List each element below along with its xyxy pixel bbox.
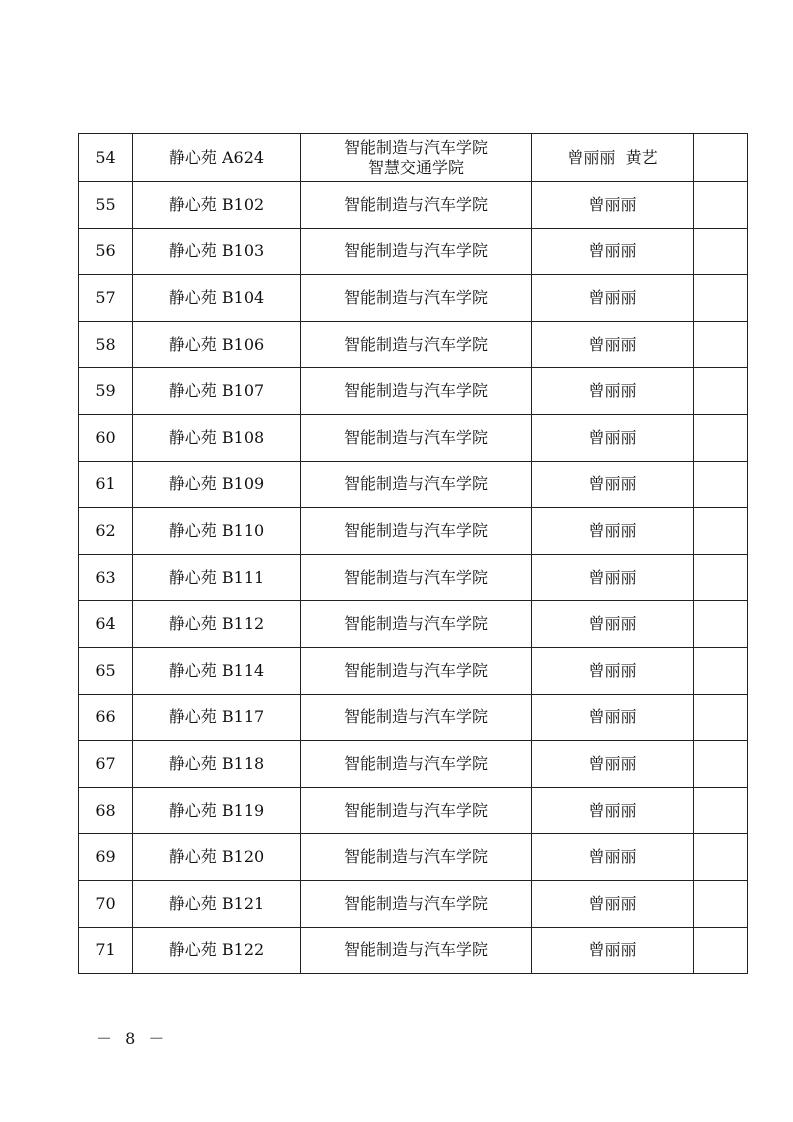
college-cell	[301, 134, 532, 182]
note-cell	[694, 834, 748, 881]
college-cell	[301, 787, 532, 834]
teacher-cell: 曾丽丽	[532, 787, 694, 834]
teacher-cell: 曾丽丽	[532, 182, 694, 229]
note-cell	[694, 182, 748, 229]
college-name: 智能制造与汽车学院	[343, 660, 488, 680]
row-number-cell: 56	[79, 228, 133, 275]
table-row	[79, 741, 748, 788]
teacher-cell: 曾丽丽	[532, 508, 694, 555]
row-number-cell: 66	[79, 694, 133, 741]
row-number-cell: 71	[79, 927, 133, 974]
room-cell: 静心苑 B114	[133, 647, 301, 694]
note-cell	[694, 461, 748, 508]
college-cell	[301, 927, 532, 974]
college-name: 智能制造与汽车学院	[343, 474, 488, 494]
teacher-cell: 曾丽丽	[532, 834, 694, 881]
note-cell	[694, 275, 748, 322]
college-name: 智能制造与汽车学院	[343, 800, 488, 820]
room-cell: 静心苑 B121	[133, 880, 301, 927]
college-cell	[301, 321, 532, 368]
note-cell	[694, 134, 748, 182]
college-name: 智能制造与汽车学院	[343, 940, 488, 960]
room-cell: 静心苑 B104	[133, 275, 301, 322]
row-number-cell: 58	[79, 321, 133, 368]
row-number-cell: 59	[79, 368, 133, 415]
college-cell	[301, 228, 532, 275]
room-cell: 静心苑 B122	[133, 927, 301, 974]
college-name: 智能制造与汽车学院	[343, 707, 488, 727]
table-row	[79, 834, 748, 881]
teacher-cell: 曾丽丽	[532, 368, 694, 415]
row-number-cell: 62	[79, 508, 133, 555]
college-cell	[301, 554, 532, 601]
room-cell: 静心苑 B110	[133, 508, 301, 555]
college-name: 智能制造与汽车学院	[343, 381, 488, 401]
college-cell	[301, 834, 532, 881]
college-name: 智能制造与汽车学院	[343, 427, 488, 447]
table-row	[79, 321, 748, 368]
table-row	[79, 880, 748, 927]
teacher-cell: 曾丽丽	[532, 275, 694, 322]
note-cell	[694, 368, 748, 415]
note-cell	[694, 321, 748, 368]
note-cell	[694, 787, 748, 834]
table-row	[79, 787, 748, 834]
table-row	[79, 601, 748, 648]
college-cell	[301, 601, 532, 648]
row-number-cell: 57	[79, 275, 133, 322]
college-name: 智慧交通学院	[367, 157, 464, 177]
room-cell: 静心苑 B107	[133, 368, 301, 415]
table-row	[79, 694, 748, 741]
college-name: 智能制造与汽车学院	[343, 847, 488, 867]
college-cell	[301, 694, 532, 741]
college-name: 智能制造与汽车学院	[343, 614, 488, 634]
room-cell: 静心苑 B112	[133, 601, 301, 648]
row-number-cell: 60	[79, 414, 133, 461]
college-name: 智能制造与汽车学院	[343, 334, 488, 354]
table-row	[79, 414, 748, 461]
note-cell	[694, 508, 748, 555]
table-row	[79, 927, 748, 974]
teacher-cell: 曾丽丽	[532, 321, 694, 368]
table-row	[79, 508, 748, 555]
table-row	[79, 228, 748, 275]
note-cell	[694, 601, 748, 648]
row-number-cell: 64	[79, 601, 133, 648]
row-number-cell: 70	[79, 880, 133, 927]
note-cell	[694, 228, 748, 275]
college-cell	[301, 461, 532, 508]
college-cell	[301, 880, 532, 927]
row-number-cell: 54	[79, 134, 133, 182]
table-row	[79, 554, 748, 601]
room-cell: 静心苑 B120	[133, 834, 301, 881]
college-cell	[301, 368, 532, 415]
teacher-cell: 曾丽丽 黄艺	[532, 134, 694, 182]
teacher-cell: 曾丽丽	[532, 927, 694, 974]
table-body	[79, 134, 748, 974]
college-name: 智能制造与汽车学院	[343, 137, 488, 157]
row-number-cell: 63	[79, 554, 133, 601]
table-row	[79, 368, 748, 415]
college-name: 智能制造与汽车学院	[343, 194, 488, 214]
table-row	[79, 275, 748, 322]
college-cell	[301, 647, 532, 694]
row-number-cell: 65	[79, 647, 133, 694]
room-cell: 静心苑 B106	[133, 321, 301, 368]
college-cell	[301, 182, 532, 229]
college-name: 智能制造与汽车学院	[343, 753, 488, 773]
teacher-cell: 曾丽丽	[532, 880, 694, 927]
room-cell: 静心苑 B109	[133, 461, 301, 508]
teacher-cell: 曾丽丽	[532, 414, 694, 461]
dormitory-assignment-table	[78, 133, 748, 974]
college-cell	[301, 741, 532, 788]
note-cell	[694, 554, 748, 601]
note-cell	[694, 414, 748, 461]
college-cell	[301, 275, 532, 322]
room-cell: 静心苑 B117	[133, 694, 301, 741]
college-name: 智能制造与汽车学院	[343, 241, 488, 261]
table-row	[79, 182, 748, 229]
room-cell: 静心苑 A624	[133, 134, 301, 182]
table-row	[79, 647, 748, 694]
teacher-cell: 曾丽丽	[532, 741, 694, 788]
note-cell	[694, 927, 748, 974]
note-cell	[694, 741, 748, 788]
row-number-cell: 55	[79, 182, 133, 229]
note-cell	[694, 647, 748, 694]
row-number-cell: 61	[79, 461, 133, 508]
teacher-cell: 曾丽丽	[532, 461, 694, 508]
note-cell	[694, 694, 748, 741]
college-name: 智能制造与汽车学院	[343, 893, 488, 913]
teacher-cell: 曾丽丽	[532, 647, 694, 694]
row-number-cell: 68	[79, 787, 133, 834]
teacher-cell: 曾丽丽	[532, 694, 694, 741]
college-name: 智能制造与汽车学院	[343, 287, 488, 307]
note-cell	[694, 880, 748, 927]
college-cell	[301, 414, 532, 461]
college-cell	[301, 508, 532, 555]
room-cell: 静心苑 B102	[133, 182, 301, 229]
college-name: 智能制造与汽车学院	[343, 520, 488, 540]
room-cell: 静心苑 B118	[133, 741, 301, 788]
room-cell: 静心苑 B103	[133, 228, 301, 275]
room-cell: 静心苑 B108	[133, 414, 301, 461]
college-name: 智能制造与汽车学院	[343, 567, 488, 587]
table-row	[79, 134, 748, 182]
teacher-cell: 曾丽丽	[532, 554, 694, 601]
page-number: － 8 －	[96, 1029, 169, 1048]
row-number-cell: 69	[79, 834, 133, 881]
room-cell: 静心苑 B111	[133, 554, 301, 601]
room-cell: 静心苑 B119	[133, 787, 301, 834]
row-number-cell: 67	[79, 741, 133, 788]
table-row	[79, 461, 748, 508]
teacher-cell: 曾丽丽	[532, 601, 694, 648]
teacher-cell: 曾丽丽	[532, 228, 694, 275]
